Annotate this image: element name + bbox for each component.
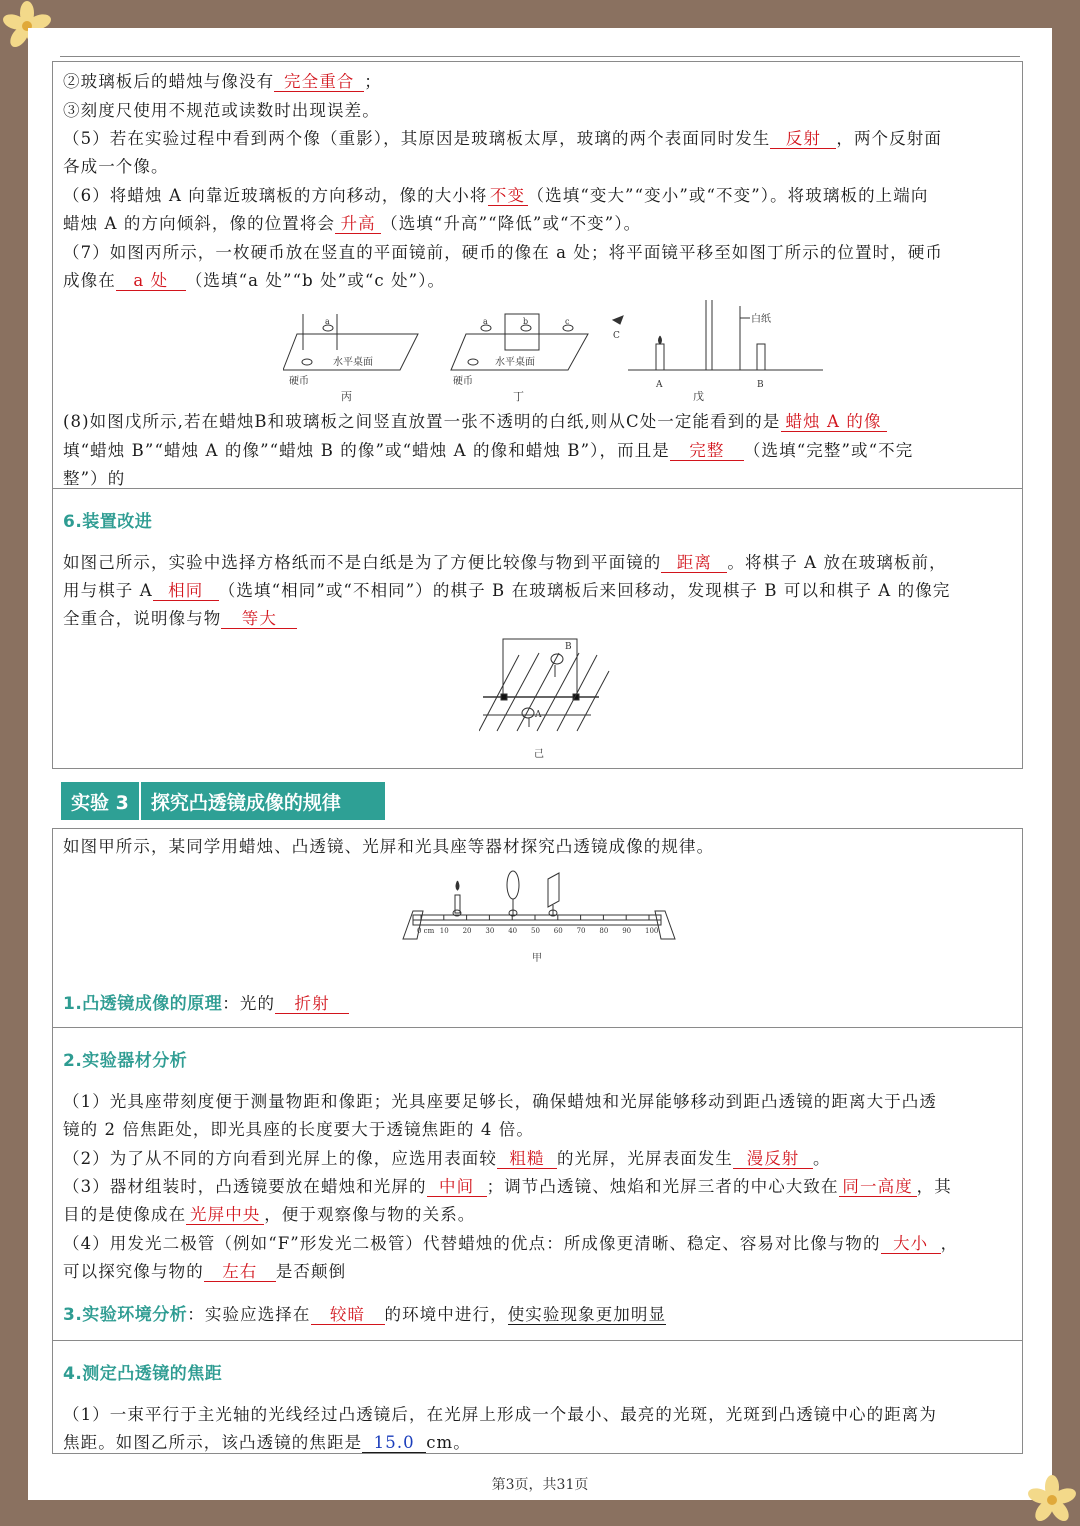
text-line: (8)如图戊所示,若在蜡烛B和玻璃板之间竖直放置一张不透明的白纸,则从C处一定能看到的是 蜡烛 A 的像 <box>63 408 1012 432</box>
text-line: ②玻璃板后的蜡烛与像没有 完全重合 ； <box>63 72 382 91</box>
text-line: 成像在 a 处 （选填“a 处”“b 处”或“c 处”）。 <box>63 271 446 290</box>
svg-text:丙: 丙 <box>341 390 352 403</box>
header-rule <box>60 56 1020 57</box>
ruler-tick-label: 30 <box>485 927 495 935</box>
section4-row <box>53 1340 1022 1455</box>
text-line: （1）光具座带刻度便于测量物距和像距；光具座要足够长，确保蜡烛和光屏能够移动到距凸透镜的距离大于凸透 <box>63 1092 937 1111</box>
answer-blank: 距离 <box>661 554 727 573</box>
text-line: （4）用发光二极管（例如“F”形发光二极管）代替蜡烛的优点：所成像更清晰、稳定、容易对比像与物的 大小 ， <box>63 1234 959 1253</box>
ruler-tick-label: 60 <box>553 927 563 935</box>
ruler-tick-label: 10 <box>439 927 449 935</box>
answer-blank: 同一高度 <box>839 1178 917 1197</box>
ruler-tick-label: 40 <box>508 927 518 935</box>
experiment3-box <box>52 828 1023 1454</box>
figure-jia-optical-bench <box>399 861 679 965</box>
svg-text:硬币: 硬币 <box>289 376 309 387</box>
section6-row <box>53 488 1022 769</box>
text-line: 用与棋子 A 相同 （选填“相同”或“不相同”）的棋子 B 在玻璃板后来回移动，发现棋子 B 可以和棋子 A 的像完 <box>63 581 951 600</box>
text-line: 蜡烛 A 的方向倾斜，像的位置将会 升高 （选填“升高”“降低”或“不变”）。 <box>63 214 642 233</box>
answer-blank: 等大 <box>221 610 297 629</box>
answer-blank: 蜡烛 A 的像 <box>781 413 887 432</box>
svg-text:b: b <box>523 317 529 326</box>
svg-text:B: B <box>565 642 572 652</box>
answer-blank: 不变 <box>488 187 528 206</box>
text-line: 目的是使像成在 光屏中央 ，便于观察像与物的关系。 <box>63 1205 476 1224</box>
answer-blank: a 处 <box>116 272 186 291</box>
svg-text:丁: 丁 <box>513 390 524 403</box>
ruler-tick-label: 100 <box>645 927 659 935</box>
text-line: 可以探究像与物的 左右 是否颠倒 <box>63 1262 347 1281</box>
text-line: 各成一个像。 <box>63 157 169 176</box>
text-line: 镜的 2 倍焦距处，即光具座的长度要大于透镜焦距的 4 倍。 <box>63 1120 534 1139</box>
text-line: 填“蜡烛 B”“蜡烛 A 的像”“蜡烛 B 的像”或“蜡烛 A 的像和蜡烛 B”），而且是 完整 （选填“完整”或“不完 <box>63 441 914 460</box>
svg-text:c: c <box>565 317 570 326</box>
experiment-number: 实验 3 <box>71 791 129 814</box>
ruler-tick-label: 70 <box>576 927 586 935</box>
page-footer: 第3页，共31页 <box>491 1477 589 1493</box>
answer-blank: 中间 <box>427 1178 487 1197</box>
text-line: 如图己所示，实验中选择方格纸而不是白纸是为了方便比较像与物到平面镜的 距离 。将棋子 A 放在玻璃板前， <box>63 553 947 572</box>
svg-text:A: A <box>535 710 542 720</box>
ruler-tick-label: 80 <box>599 927 609 935</box>
section-heading: 4.测定凸透镜的焦距 <box>63 1364 223 1384</box>
svg-text:a: a <box>483 317 488 326</box>
ruler-tick-label: 90 <box>622 927 632 935</box>
questions-row <box>53 62 1022 488</box>
experiment-title: 探究凸透镜成像的规律 <box>150 791 341 814</box>
svg-text:水平桌面: 水平桌面 <box>333 357 373 368</box>
intro-row <box>53 829 1022 1027</box>
section-heading: 6.装置改进 <box>63 512 153 532</box>
text-line: 整”）的 <box>63 469 126 488</box>
flower-decoration-icon <box>1022 1472 1080 1526</box>
answer-blank: 相同 <box>153 582 219 601</box>
text-line: （2）为了从不同的方向看到光屏上的像，应选用表面较 粗糙 的光屏，光屏表面发生 漫反射 。 <box>63 1149 831 1168</box>
answer-blank: 折射 <box>275 995 349 1014</box>
text-line: （7）如图丙所示，一枚硬币放在竖直的平面镜前，硬币的像在 a 处；将平面镜平移至如图丁所示的位置时，硬币 <box>63 243 944 262</box>
document-page <box>28 28 1052 1500</box>
text-line: 全重合，说明像与物 等大 <box>63 605 1012 629</box>
text-line: 如图甲所示，某同学用蜡烛、凸透镜、光屏和光具座等器材探究凸透镜成像的规律。 <box>63 837 715 856</box>
section2-row <box>53 1027 1022 1340</box>
answer-blank: 升高 <box>335 215 381 234</box>
answer-blank: 完全重合 <box>274 73 364 92</box>
ruler-tick-label: 0 cm <box>417 927 435 935</box>
text-line: （6）将蜡烛 A 向靠近玻璃板的方向移动，像的大小将 不变 （选填“变大”“变小”或“不变”）。将玻璃板的上端向 <box>63 186 929 205</box>
svg-text:水平桌面: 水平桌面 <box>495 357 535 368</box>
figure-bing <box>283 314 418 403</box>
svg-text:硬币: 硬币 <box>453 376 473 387</box>
answer-blank: 完整 <box>670 442 744 461</box>
answer-blank: 大小 <box>881 1235 941 1254</box>
svg-text:A: A <box>656 380 663 390</box>
svg-text:己: 己 <box>534 749 544 760</box>
svg-text:B: B <box>757 380 764 390</box>
ruler-tick-label: 50 <box>531 927 540 935</box>
svg-text:C: C <box>613 331 620 341</box>
svg-text:白纸: 白纸 <box>751 314 771 325</box>
text-line: （5）若在实验过程中看到两个像（重影），其原因是玻璃板太厚，玻璃的两个表面同时发生 反射 ，两个反射面 <box>63 129 942 148</box>
figure-ji <box>479 635 619 763</box>
ruler-tick-label: 20 <box>462 927 472 935</box>
svg-text:戊: 戊 <box>693 390 704 403</box>
figure-bing-ding-wu <box>283 292 823 404</box>
section-heading: 2.实验器材分析 <box>63 1051 188 1071</box>
text-line: ③刻度尺使用不规范或读数时出现误差。 <box>63 101 380 120</box>
text-line: （3）器材组装时，凸透镜要放在蜡烛和光屏的 中间 ；调节凸透镜、烛焰和光屏三者的中心大致在 同一高度 ，其 <box>63 1177 952 1196</box>
text-line: 焦距。如图乙所示，该凸透镜的焦距是 15.0 cm。 <box>63 1433 471 1452</box>
section-heading: 1.凸透镜成像的原理：光的 折射 <box>63 989 349 1014</box>
svg-text:甲: 甲 <box>532 953 542 964</box>
answer-blank: 粗糙 <box>497 1150 557 1169</box>
experiment2-box <box>52 61 1023 769</box>
answer-blank: 较暗 <box>311 1306 385 1325</box>
svg-text:a: a <box>325 317 330 326</box>
figure-ding <box>451 314 588 403</box>
answer-blank: 左右 <box>204 1263 276 1282</box>
experiment3-tag <box>61 782 385 820</box>
figure-wu <box>613 300 823 403</box>
answer-blank: 漫反射 <box>733 1150 813 1169</box>
text-line: （1）一束平行于主光轴的光线经过凸透镜后，在光屏上形成一个最小、最亮的光斑，光斑到凸透镜中心的距离为 <box>63 1405 937 1424</box>
answer-blank: 光屏中央 <box>186 1206 264 1225</box>
answer-blank: 反射 <box>770 130 836 149</box>
section-heading: 3.实验环境分析：实验应选择在 较暗 的环境中进行，使实验现象更加明显 <box>63 1305 667 1325</box>
answer-blank: 15.0 <box>362 1434 426 1453</box>
